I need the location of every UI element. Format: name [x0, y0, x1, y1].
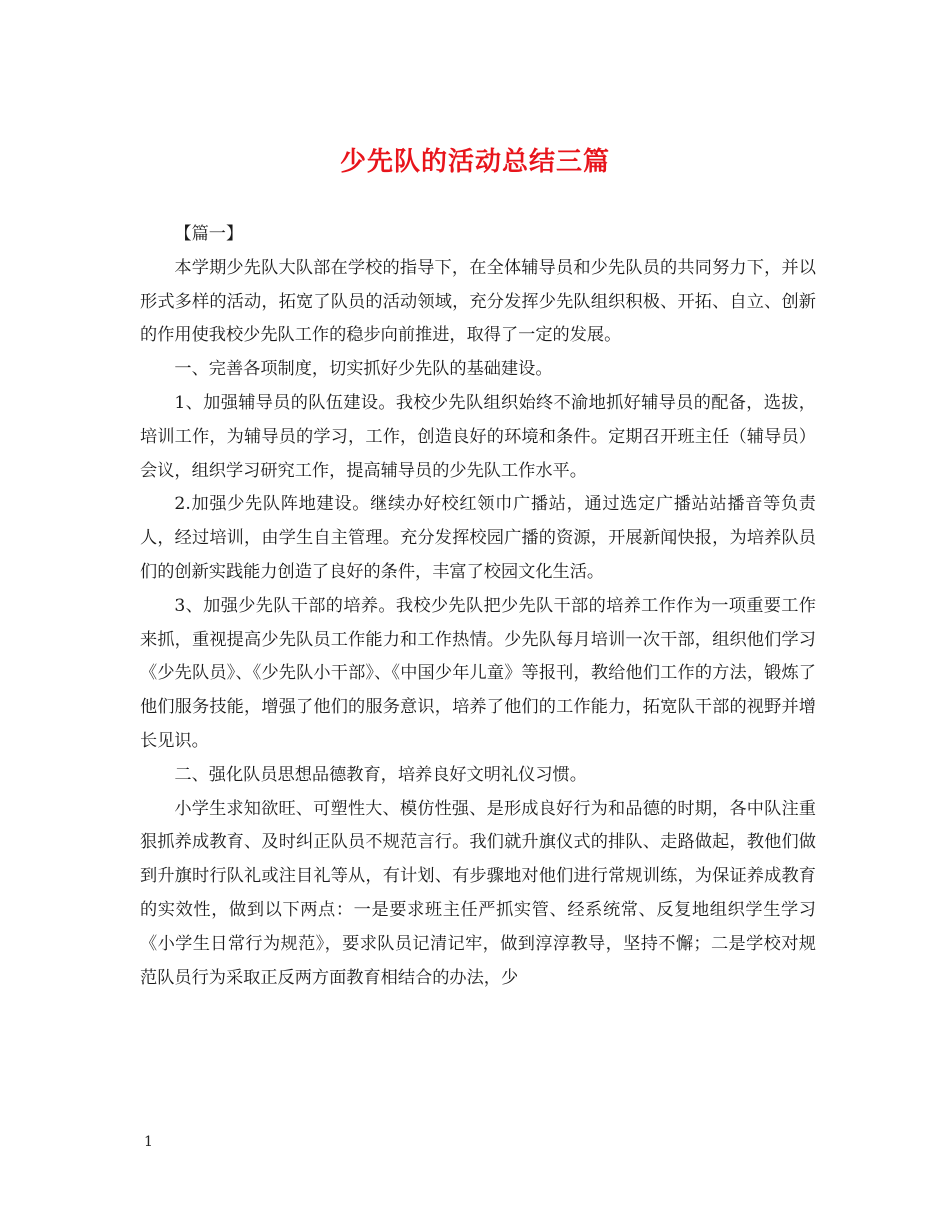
- document-title: 少先队的活动总结三篇: [339, 147, 610, 177]
- paragraph-item-2: 2.加强少先队阵地建设。继续办好校红领巾广播站，通过选定广播站站播音等负责人，经过培训，由学生自主管理。充分发挥校园广播的资源，开展新闻快报，为培养队员们的创新实践能力创造了良好的条件，丰富了校园文化生活。: [140, 494, 816, 582]
- page-number: 1: [144, 1134, 153, 1150]
- document-body: [140, 218, 816, 995]
- section-heading-part-one: 【篇一】: [174, 224, 244, 244]
- paragraph-item-1: 1、加强辅导员的队伍建设。我校少先队组织始终不渝地抓好辅导员的配备，选拔，培训工作，为辅导员的学习，工作，创造良好的环境和条件。定期召开班主任（辅导员）会议，组织学习研究工作，提高辅导员的少先队工作水平。: [140, 392, 816, 481]
- paragraph-item-3: 3、加强少先队干部的培养。我校少先队把少先队干部的培养工作作为一项重要工作来抓，重视提高少先队员工作能力和工作热情。少先队每月培训一次干部，组织他们学习《少先队员》、《少先队小干部》、《中国少年儿童》等报刊，教给他们工作的方法，锻炼了他们服务技能，增强了他们的服务意识，培养了他们的工作能力，拓宽队干部的视野并增长见识。: [140, 595, 816, 751]
- heading-section-two: 二、强化队员思想品德教育，培养良好文明礼仪习惯。: [174, 764, 587, 785]
- paragraph-intro: 本学期少先队大队部在学校的指导下，在全体辅导员和少先队员的共同努力下，并以形式多样的活动，拓宽了队员的活动领域，充分发挥少先队组织积极、开拓、自立、创新的作用使我校少先队工作的稳步向前推进，取得了一定的发展。: [140, 257, 816, 346]
- heading-section-one: 一、完善各项制度，切实抓好少先队的基础建设。: [174, 359, 553, 380]
- paragraph-section-two-body: 小学生求知欲旺、可塑性大、模仿性强、是形成良好行为和品德的时期，各中队注重狠抓养成教育、及时纠正队员不规范言行。我们就升旗仪式的排队、走路做起，教他们做到升旗时行队礼或注目礼等从，有计划、有步骤地对他们进行常规训练，为保证养成教育的实效性，做到以下两点：一是要求班主任严抓实管、经系统常、反复地组织学生学习《小学生日常行为规范》，要求队员记清记牢，做到淳淳教导，坚持不懈；二是学校对规范队员行为采取正反两方面教育相结合的办法，少: [140, 798, 816, 988]
